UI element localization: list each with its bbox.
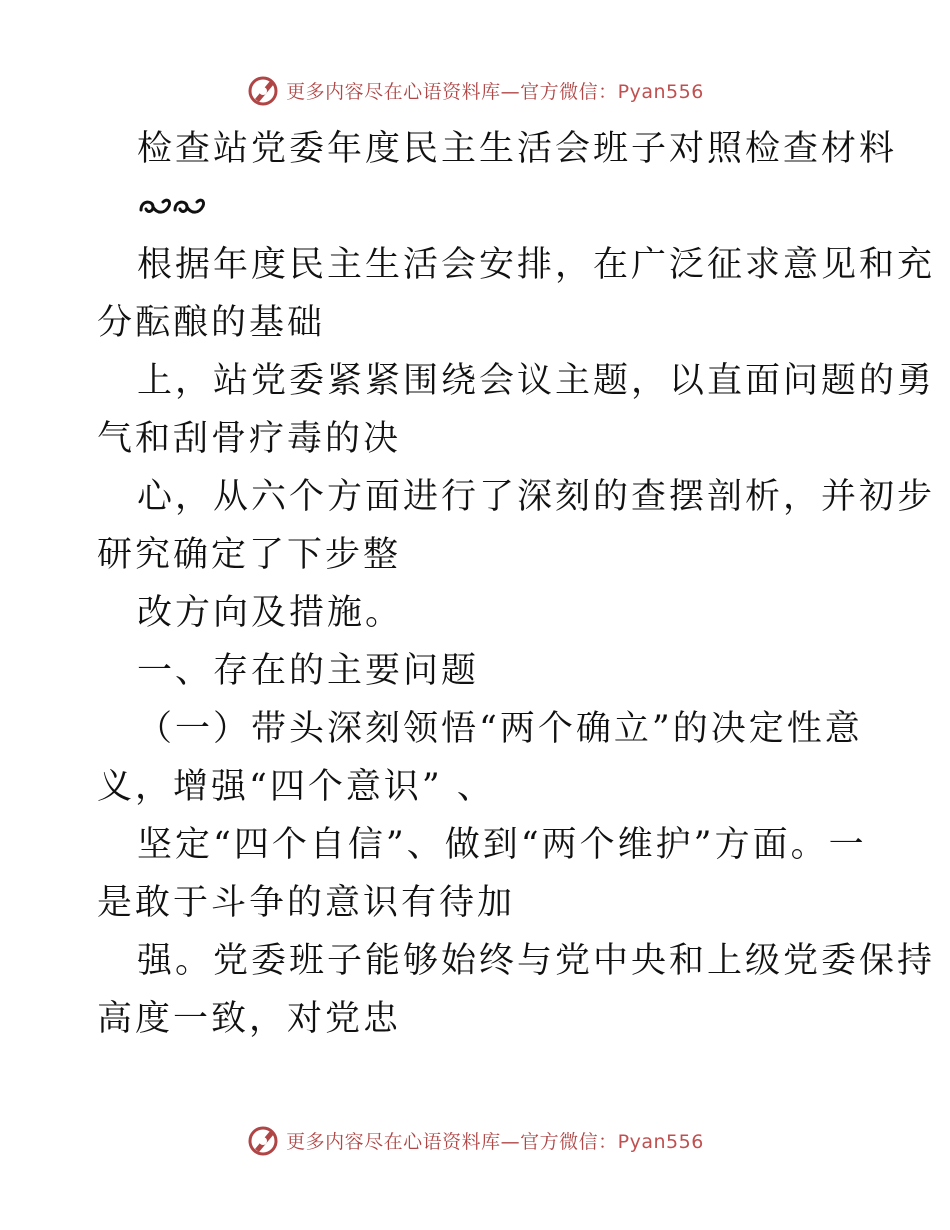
ornament-flourish-icon <box>97 178 857 236</box>
paragraph-line: 坚定“四个自信”、做到“两个维护”方面。一 <box>137 825 867 865</box>
paragraph-line: 改方向及措施。 <box>137 593 404 633</box>
paragraph-line: 上，站党委紧紧围绕会议主题，以直面问题的勇 <box>137 361 936 401</box>
document-title: 检查站党委年度民主生活会班子对照检查材料 <box>137 129 898 169</box>
paragraph-line: 分酝酿的基础 <box>97 303 326 343</box>
watermark-banner-bottom <box>0 1120 950 1160</box>
pen-logo-icon <box>246 73 280 107</box>
paragraph-line: 根据年度民主生活会安排，在广泛征求意见和充 <box>137 245 936 285</box>
subsection-heading: （一）带头深刻领悟“两个确立”的决定性意 <box>137 709 863 749</box>
paragraph-line: 研究确定了下步整 <box>97 535 402 575</box>
paragraph-line: 心，从六个方面进行了深刻的查摆剖析，并初步 <box>137 477 936 517</box>
watermark-text: 更多内容尽在心语资料库—官方微信：Pyan556 <box>286 1130 704 1153</box>
pen-logo-icon <box>246 1123 280 1157</box>
paragraph-line: 强。党委班子能够始终与党中央和上级党委保持 <box>137 941 936 981</box>
watermark-text: 更多内容尽在心语资料库—官方微信：Pyan556 <box>286 80 704 103</box>
paragraph-line: 是敢于斗争的意识有待加 <box>97 883 516 923</box>
section-heading: 一、存在的主要问题 <box>137 651 480 691</box>
paragraph-line: 高度一致，对党忠 <box>97 999 402 1039</box>
document-body <box>97 120 936 1048</box>
paragraph-line: 义，增强“四个意识” 、 <box>97 767 495 807</box>
paragraph-line: 气和刮骨疗毒的决 <box>97 419 402 459</box>
watermark-banner-top <box>0 70 950 110</box>
